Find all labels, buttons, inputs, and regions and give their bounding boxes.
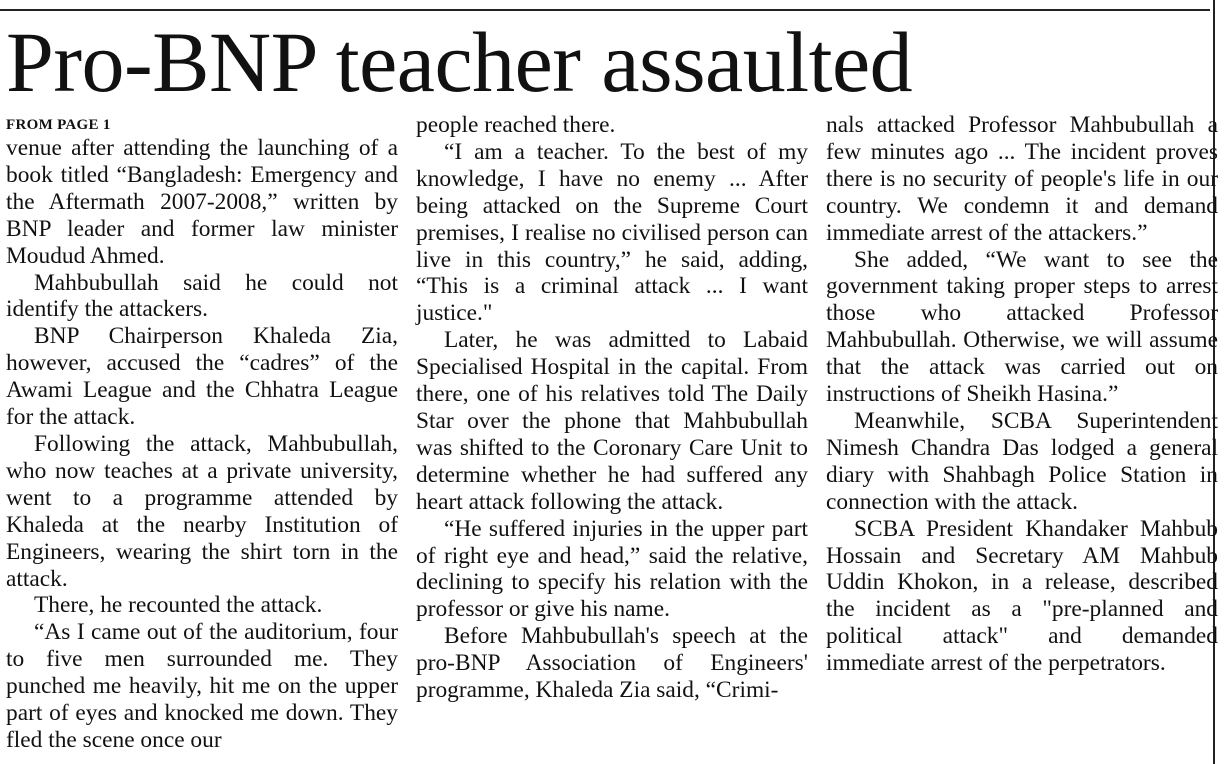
paragraph: SCBA President Khandaker Mahbub Hossain and Secretary AM Mahbub Uddin Khokon, in a release, described the incident as a "pre-planned and political attack" and demanded immediate arrest of the perpetrators.: [826, 515, 1218, 677]
paragraph: people reached there.: [416, 112, 616, 138]
headline: Pro-BNP teacher assaulted: [6, 14, 913, 110]
paragraph: Mahbubullah said he could not identify the attackers.: [6, 269, 398, 323]
article-column-2: [416, 112, 808, 704]
paragraph: “As I came out of the auditorium, four to five men surrounded me. They punched me heavily, hit me on the upper part of eyes and knocked me down. They fled the scene once our: [6, 619, 398, 753]
paragraph: She added, “We want to see the government taking proper steps to arrest those who attacked Professor Mahbubullah. Otherwise, we will assume that the attack was carried out on instructions of Sheikh Hasina.”: [826, 246, 1218, 408]
article-column-3: [826, 112, 1218, 677]
paragraph: Before Mahbubullah's speech at the pro-BNP Association of Engineers' programme, Khaleda Zia said, “Crimi-: [416, 623, 808, 704]
continuation-kicker: FROM PAGE 1: [6, 117, 111, 133]
paragraph: nals attacked Professor Mahbubullah a few minutes ago ... The incident proves there is no security of people's life in our country. We condemn it and demand immediate arrest of the attackers.”: [826, 112, 1218, 246]
paragraph: Following the attack, Mahbubullah, who now teaches at a private university, went to a programme attended by Khaleda at the nearby Institution of Engineers, wearing the shirt torn in the attack.: [6, 430, 398, 592]
paragraph: Later, he was admitted to Labaid Specialised Hospital in the capital. From there, one of his relatives told The Daily Star over the phone that Mahbubullah was shifted to the Coronary Care Unit to determine whether he had suffered any heart attack following the attack.: [416, 327, 808, 515]
paragraph: Meanwhile, SCBA Superintendent Nimesh Chandra Das lodged a general diary with Shahbagh Police Station in connection with the attack.: [826, 407, 1218, 515]
paragraph: BNP Chairperson Khaleda Zia, however, accused the “cadres” of the Awami League and the Chhatra League for the attack.: [6, 323, 398, 431]
paragraph: venue after attending the launching of a book titled “Bangladesh: Emergency and the Aftermath 2007-2008,” written by BNP leader and former law minister Moudud Ahmed.: [6, 135, 398, 269]
paragraph: “I am a teacher. To the best of my knowledge, I have no enemy ... After being attacked on the Supreme Court premises, I realise no civilised person can live in this country,” he said, adding, “This is a criminal attack ... I want justice.": [416, 138, 808, 327]
paragraph: There, he recounted the attack.: [34, 592, 323, 619]
paragraph: “He suffered injuries in the upper part of right eye and head,” said the relative, declining to specify his relation with the professor or give his name.: [416, 515, 808, 623]
top-rule: [0, 9, 1210, 11]
article-column-1: [6, 112, 398, 754]
